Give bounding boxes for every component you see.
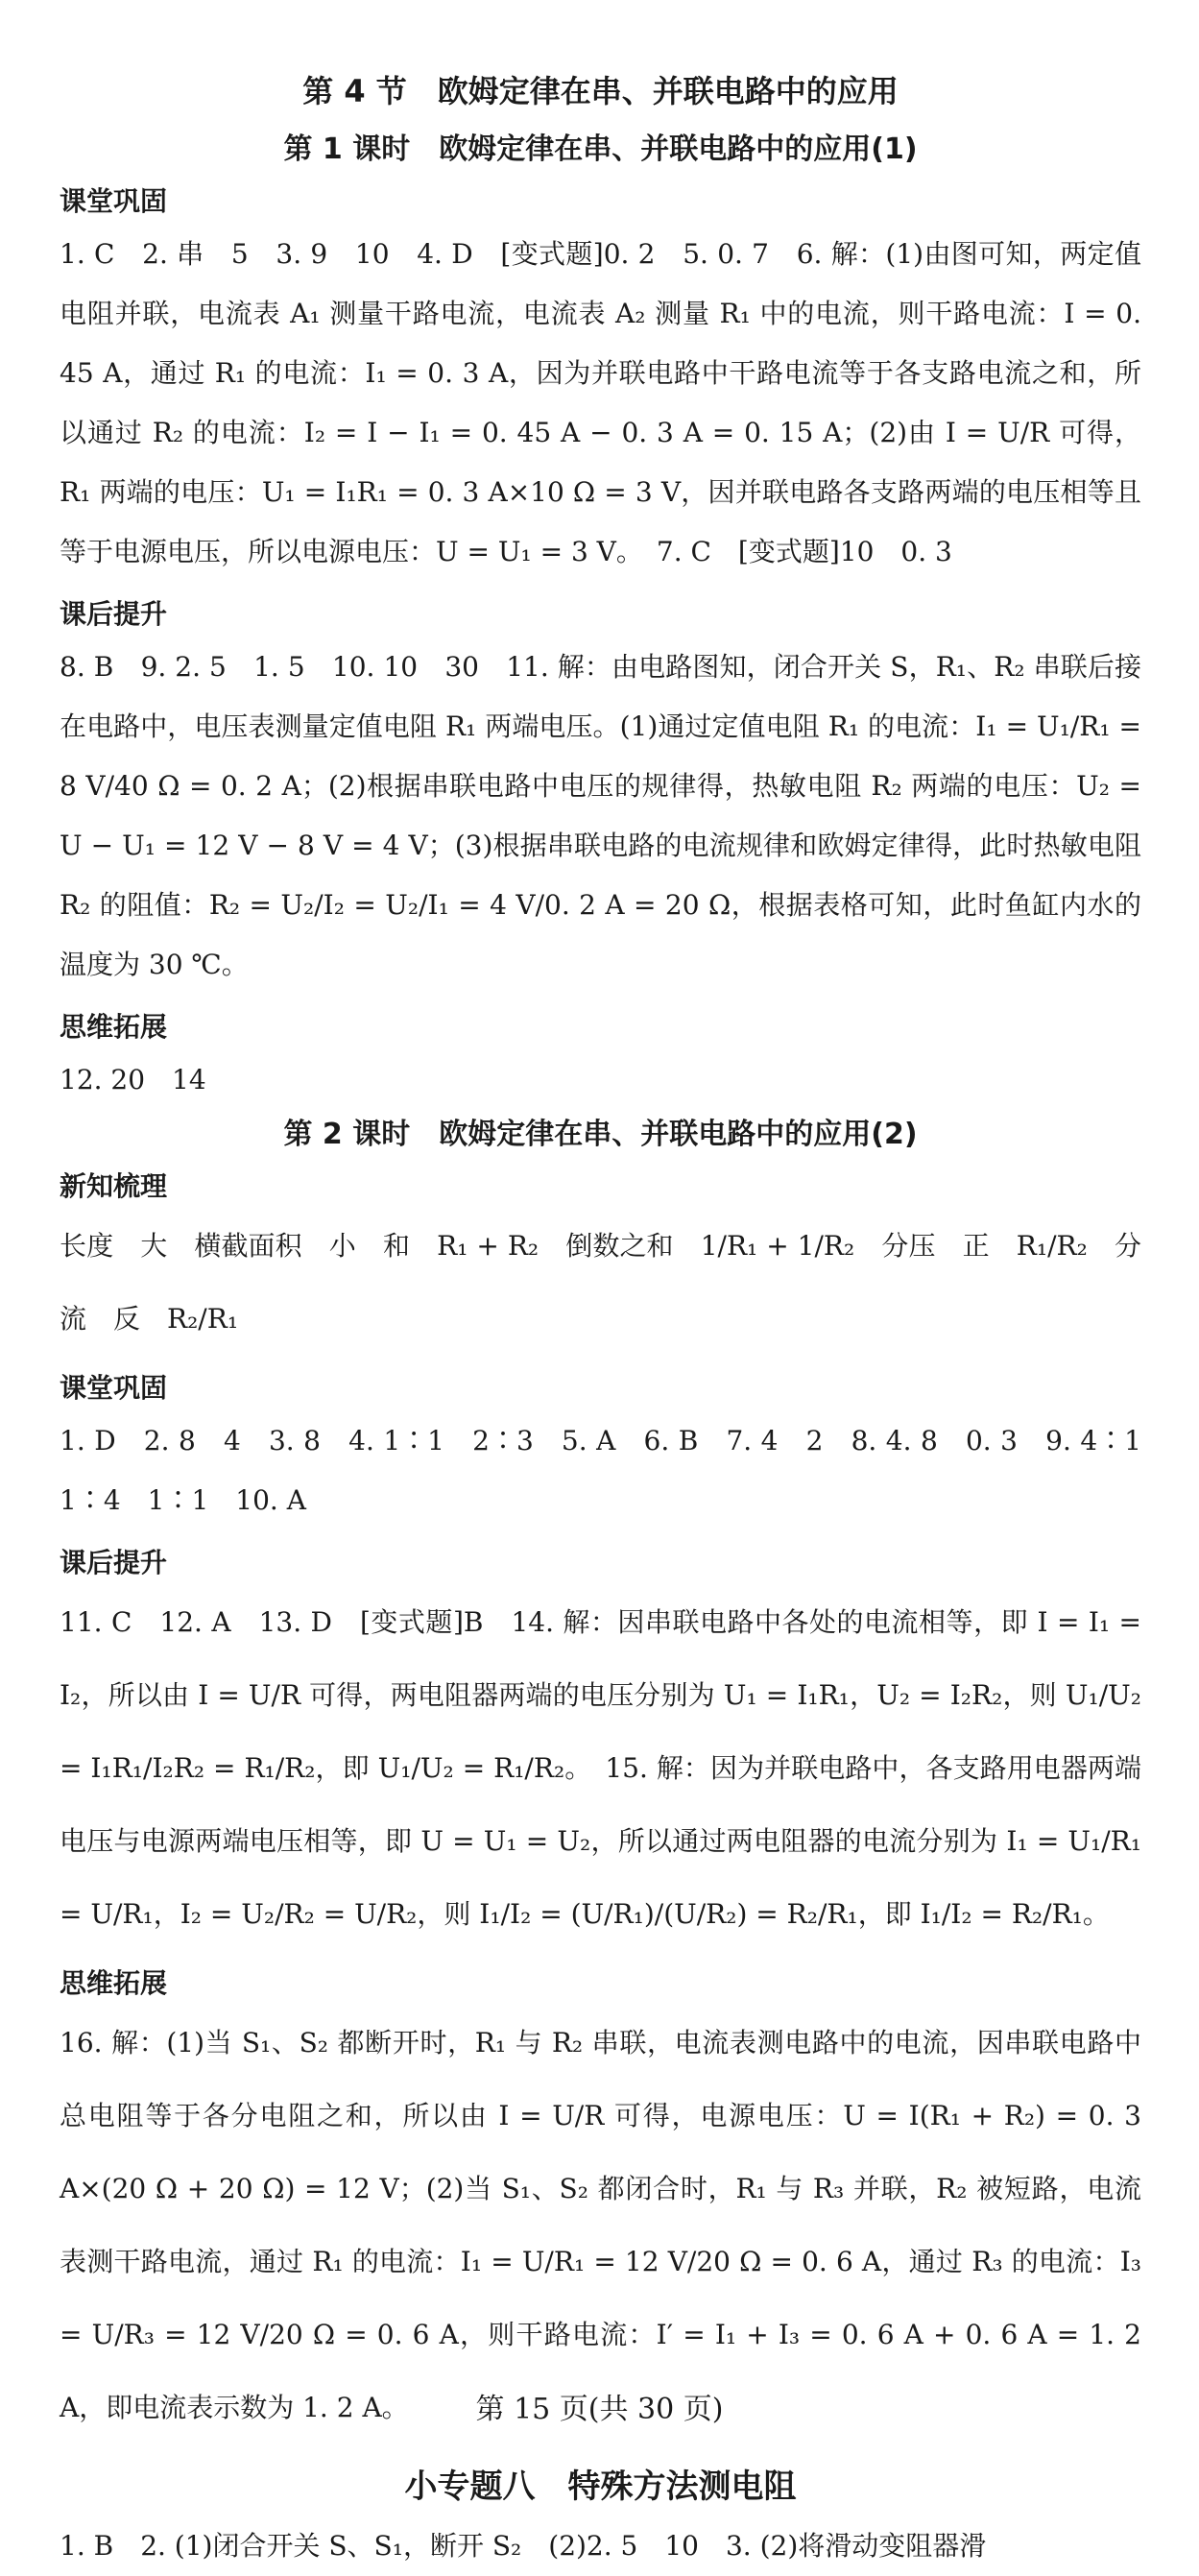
lesson2-ketang-heading: 课堂巩固 bbox=[60, 1372, 168, 1404]
lesson2-siwei-answers: 16. 解：(1)当 S₁、S₂ 都断开时，R₁ 与 R₂ 串联，电流表测电路中的电流，因串联电路中总电阻等于各分电阻之和，所以由 I = U/R 可得，电源电压：U = I(R₁ + R₂) = 0. 3 A×(20 Ω + 20 Ω) = 12 V；(2)当 S₁、S₂ 都闭合时，R₁ 与 R₃ 并联，R₂ 被短路，电流表测干路电流，通过 R₁ 的电流：I₁ = U/R₁ = 12 V/20 Ω = 0. 6 A，通过 R₃ 的电流：I₃ = U/R₃ = 12 V/20 Ω = 0. 6 A，则干路电流：I′ = I₁ + I₃ = 0. 6 A + 0. 6 A = 1. 2 A，即电流表示数为 1. 2 A。 bbox=[60, 2027, 1141, 2423]
section-title: 第 4 节 欧姆定律在串、并联电路中的应用 bbox=[302, 73, 899, 109]
lesson1-title: 第 1 课时 欧姆定律在串、并联电路中的应用(1) bbox=[283, 132, 918, 166]
lesson1-ketang-heading: 课堂巩固 bbox=[60, 185, 168, 217]
special-topic-title: 小专题八 特殊方法测电阻 bbox=[404, 2468, 797, 2506]
lesson2-xinzhi-heading: 新知梳理 bbox=[60, 1170, 168, 1202]
lesson2-kehou-heading: 课后提升 bbox=[60, 1547, 168, 1578]
lesson1-siwei-answers: 12. 20 14 bbox=[60, 1064, 206, 1095]
lesson1-ketang-answers: 1. C 2. 串 5 3. 9 10 4. D [变式题]0. 2 5. 0. 7 6. 解：(1)由图可知，两定值电阻并联，电流表 A₁ 测量干路电流，电流表 A₂ 测量 R₁ 中的电流，则干路电流：I = 0. 45 A，通过 R₁ 的电流：I₁ = 0. 3 A，因为并联电路中干路电流等于各支路电流之和，所以通过 R₂ 的电流：I₂ = I − I₁ = 0. 45 A − 0. 3 A = 0. 15 A；(2)由 I = U/R 可得，R₁ 两端的电压：U₁ = I₁R₁ = 0. 3 A×10 Ω = 3 V，因并联电路各支路两端的电压相等且等于电源电压，所以电源电压：U = U₁ = 3 V。 7. C [变式题]10 0. 3 bbox=[60, 238, 1141, 567]
page-number: 第 15 页(共 30 页) bbox=[475, 2393, 724, 2426]
lesson1-siwei-heading: 思维拓展 bbox=[60, 1011, 168, 1043]
lesson1-kehou-heading: 课后提升 bbox=[60, 598, 168, 630]
lesson2-kehou-answers: 11. C 12. A 13. D [变式题]B 14. 解：因串联电路中各处的电流相等，即 I = I₁ = I₂，所以由 I = U/R 可得，两电阻器两端的电压分别为 U₁ = I₁R₁，U₂ = I₂R₂，则 U₁/U₂ = I₁R₁/I₂R₂ = R₁/R₂，即 U₁/U₂ = R₁/R₂。 15. 解：因为并联电路中，各支路用电器两端电压与电源两端电压相等，即 U = U₁ = U₂，所以通过两电阻器的电流分别为 I₁ = U₁/R₁ = U/R₁，I₂ = U₂/R₂ = U/R₂，则 I₁/I₂ = (U/R₁)/(U/R₂) = R₂/R₁，即 I₁/I₂ = R₂/R₁。 bbox=[60, 1606, 1141, 1930]
lesson2-ketang-answers: 1. D 2. 8 4 3. 8 4. 1∶1 2∶3 5. A 6. B 7. 4 2 8. 4. 8 0. 3 9. 4∶1 1∶4 1∶1 10. A bbox=[60, 1425, 1169, 1516]
special-topic-answers: 1. B 2. (1)闭合开关 S、S₁，断开 S₂ (2)2. 5 10 3. (2)将滑动变阻器滑 bbox=[60, 2530, 987, 2562]
lesson1-kehou-answers: 8. B 9. 2. 5 1. 5 10. 10 30 11. 解：由电路图知，闭合开关 S，R₁、R₂ 串联后接在电路中，电压表测量定值电阻 R₁ 两端电压。(1)通过定值电阻 R₁ 的电流：I₁ = U₁/R₁ = 8 V/40 Ω = 0. 2 A；(2)根据串联电路中电压的规律得，热敏电阻 R₂ 两端的电压：U₂ = U − U₁ = 12 V − 8 V = 4 V；(3)根据串联电路的电流规律和欧姆定律得，此时热敏电阻 R₂ 的阻值：R₂ = U₂/I₂ = U₂/I₁ = 4 V/0. 2 A = 20 Ω，根据表格可知，此时鱼缸内水的温度为 30 ℃。 bbox=[60, 651, 1141, 980]
lesson2-siwei-heading: 思维拓展 bbox=[60, 1967, 168, 1999]
lesson2-xinzhi-answers: 长度 大 横截面积 小 和 R₁ + R₂ 倒数之和 1/R₁ + 1/R₂ 分压 正 R₁/R₂ 分流 反 R₂/R₁ bbox=[60, 1230, 1141, 1335]
lesson2-title: 第 2 课时 欧姆定律在串、并联电路中的应用(2) bbox=[283, 1118, 918, 1151]
